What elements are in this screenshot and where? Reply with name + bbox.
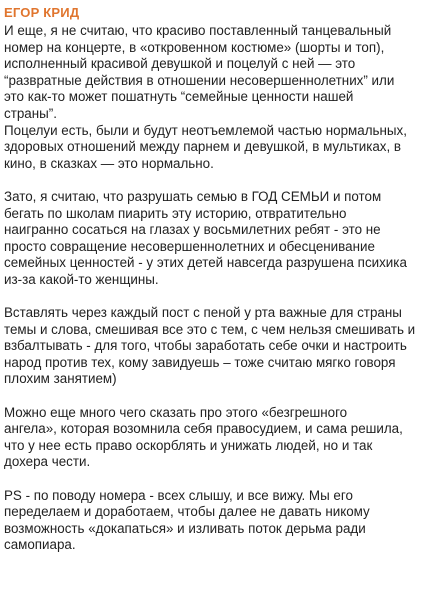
text-line: ангела», которая возомнила себя правосудием, и сама решила,	[4, 421, 403, 437]
text-line: взбалтывать - для того, чтобы заработать себе очки и настроить	[4, 338, 407, 354]
text-line: кино, в сказках — это нормально.	[4, 155, 214, 171]
text-line: что у нее есть право оскорблять и унижать людей, но и так	[4, 437, 373, 453]
text-line: Вставлять через каждый пост с пеной у рта важные для страны	[4, 305, 402, 321]
post-body	[4, 23, 417, 554]
text-line: здоровых отношений между парнем и девушкой, в мультиках, в	[4, 139, 402, 155]
post-paragraph	[4, 305, 417, 388]
author-name[interactable]: ЕГОР КРИД	[4, 5, 80, 20]
post-paragraph	[4, 405, 417, 471]
post-paragraph	[4, 488, 417, 554]
text-line: переделаем и доработаем, чтобы далее не давать никому	[4, 504, 370, 520]
text-line: это как-то может пошатнуть “семейные ценности нашей	[4, 89, 354, 105]
text-line: наигранно сосаться на глазах у восьмилетних ребят - это не	[4, 222, 381, 238]
text-line: дохера чести.	[4, 454, 91, 470]
text-line: номер на концерте, в «откровенном костюме» (шорты и топ),	[4, 39, 385, 55]
text-line: самопиара.	[4, 537, 76, 553]
text-line: страны”.	[4, 105, 57, 121]
text-line: народ против тех, кому завидуешь – тоже считаю мягко говоря	[4, 354, 396, 370]
text-line: темы и слова, смешивая все это с тем, с чем нельзя смешивать и	[4, 321, 416, 337]
text-line: “развратные действия в отношении несовершеннолетних” или	[4, 72, 395, 88]
post-paragraph	[4, 189, 417, 289]
text-line: возможность «докапаться» и изливать поток дерьма ради	[4, 520, 366, 536]
text-line: плохим занятием)	[4, 371, 117, 387]
text-line: семейных ценностей - у этих детей навсегда разрушена психика	[4, 255, 407, 271]
text-line: PS - по поводу номера - всех слышу, и все вижу. Мы его	[4, 487, 353, 503]
text-line: Можно еще много чего сказать про этого «безгрешного	[4, 404, 348, 420]
text-line: исполненный красивой девушкой и поцелуй с ней — это	[4, 56, 356, 72]
text-line: просто совращение несовершеннолетних и обесценивание	[4, 238, 375, 254]
text-line: Поцелуи есть, были и будут неотъемлемой частью нормальных,	[4, 122, 407, 138]
text-line: Зато, я считаю, что разрушать семью в ГОД СЕМЬИ и потом	[4, 188, 382, 204]
text-line: из-за какой-то женщины.	[4, 271, 159, 287]
text-line: И еще, я не считаю, что красиво поставленный танцевальный	[4, 23, 392, 38]
post-paragraph	[4, 23, 417, 172]
text-line: бегать по школам пиарить эту историю, отвратительно	[4, 205, 347, 221]
